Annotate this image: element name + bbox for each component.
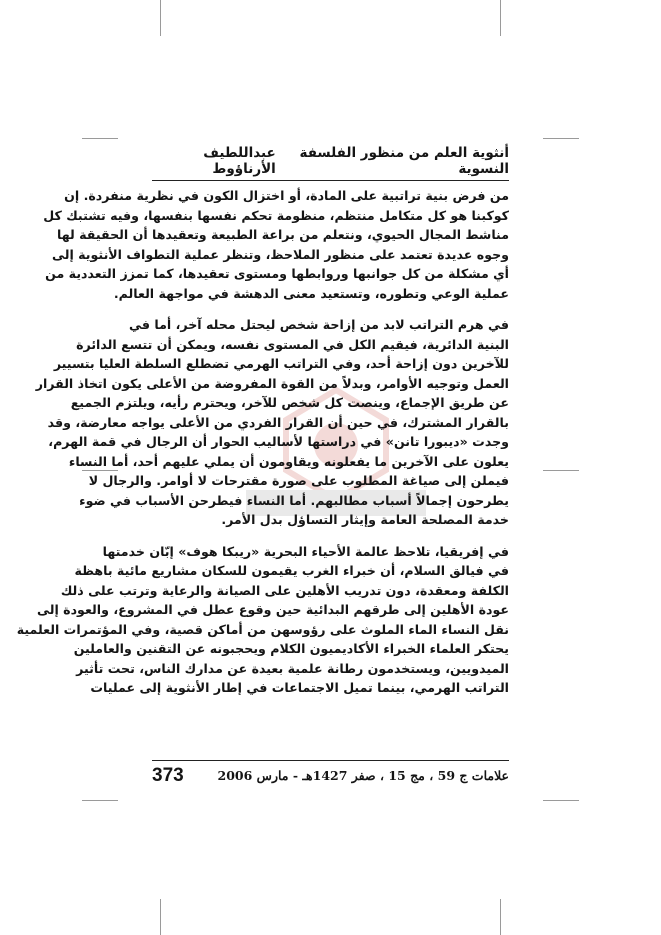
page-footer: [152, 760, 509, 786]
crop-mark: [543, 800, 579, 801]
text-line: الميدويين، ويستخدمون رطانة علمية بعيدة عن مدارك الناس، تحت تأثير: [76, 660, 509, 676]
paragraph: [43, 186, 509, 303]
text-line: عملية الوعي وتطوره، وتستعيد معنى الدهشة في مواجهة العالم.: [113, 285, 509, 301]
text-line: عن طريق الإجماع، وينصت كل شخص للآخر، ويحترم رأيه، ويلتزم الجميع: [70, 395, 509, 410]
crop-mark: [82, 138, 118, 139]
crop-mark: [543, 138, 579, 139]
page-number: 373: [152, 764, 184, 786]
article-body: [16, 186, 509, 710]
text-line: من فرض بنية تراتبية على المادة، أو اختزال الكون في نظرية منفردة. إن: [64, 188, 509, 203]
text-line: فيملن إلى صياغة المطلوب على صورة مقترحات لا أوامر. والرجال لا: [88, 473, 509, 488]
crop-mark: [500, 899, 501, 935]
running-header: [152, 145, 509, 181]
paragraph: [35, 315, 509, 530]
text-line: العمل وتوجيه الأوامر، وبدلاً من القوة المفروضة من الأعلى يكون اتخاذ القرار: [35, 375, 509, 391]
text-line: في هرم التراتب لابد من إزاحة شخص ليحتل محله آخر، أما في: [129, 317, 509, 332]
text-line: الكلفة ومعقدة، دون تدريب الأهلين على الصيانة والرعاية وترتب على ذلك: [60, 582, 509, 598]
text-line: مناشط المجال الحيوي، ونتعلم من براعة الطبيعة وتعقيدها أن الحقيقة لها: [57, 227, 509, 242]
text-line: بالقرار المشترك، في حين أن القرار الفردي من الأعلى يواجه معارضة، وقد: [47, 414, 509, 430]
text-line: نقل النساء الماء الملوث على رؤوسهن من أماكن قصية، وفي المؤتمرات العلمية: [16, 621, 509, 637]
text-line: في إفريقيا، تلاحظ عالمة الأحياء البحرية «ريبكا هوف» إبّان خدمتها: [102, 543, 509, 559]
paragraph: [16, 542, 509, 698]
text-line: وجوه عديدة تعتمد على منظور الملاحظ، وتنظر عملية التطواف الأنثوية إلى: [52, 246, 509, 262]
text-line: وجدت «ديبورا تانن» في دراستها لأساليب الحوار أن الرجال في قمة الهرم،: [48, 434, 509, 449]
text-line: يحتكر العلماء الخبراء الأكاديميون الكلام ويحجبونه عن التقنين والعاملين: [73, 641, 509, 656]
text-line: أي مشكلة من كل جوانبها وروابطها ومستوى تعقيدها، كما تمزز التعددية من: [45, 266, 509, 281]
author-name: عبداللطيف الأرناؤوط: [203, 145, 276, 177]
text-line: عودة الأهلين إلى طرقهم البدائية حين وقوع عطل في المشروع، والعودة إلى: [36, 602, 509, 617]
article-title: أنثوية العلم من منظور الفلسفة النسوية: [299, 145, 509, 177]
crop-mark: [500, 0, 501, 36]
text-line: كوكبنا هو كل متكامل منتظم، منظومة تحكم نفسها بنفسها، وفيه تشتبك كل: [43, 207, 509, 223]
text-line: يعلون على الآخرين ما يفعلونه ويقاومون أن يملي عليهم أحد، أما النساء: [68, 453, 509, 469]
text-line: للآخرين دون إزاحة أحد، وفي التراتب الهرمي تضطلع السلطة العليا بتسيير: [53, 356, 509, 371]
journal-citation: علامات ج 59 ، مج 15 ، صفر 1427هـ - مارس 2006: [217, 768, 509, 783]
crop-mark: [160, 0, 161, 36]
crop-mark: [543, 470, 579, 471]
crop-mark: [82, 800, 118, 801]
text-line: خدمة المصلحة العامة وإيثار التساؤل بدل الأمر.: [221, 512, 509, 527]
text-line: البنية الدائرية، فيقيم الكل في المستوى نفسه، ويمكن أن تتسع الدائرة: [76, 336, 509, 352]
text-line: التراتب الهرمي، بينما تميل الاجتماعات في إطار الأنثوية إلى عمليات: [90, 680, 509, 695]
crop-mark: [160, 899, 161, 935]
text-line: يطرحون إجمالاً أسباب مطالبهم. أما النساء فيطرحن الأسباب في ضوء: [79, 492, 509, 508]
text-line: في فيالق السلام، أن خبراء الغرب يقيمون للسكان مشاريع مائية باهظة: [74, 563, 509, 578]
